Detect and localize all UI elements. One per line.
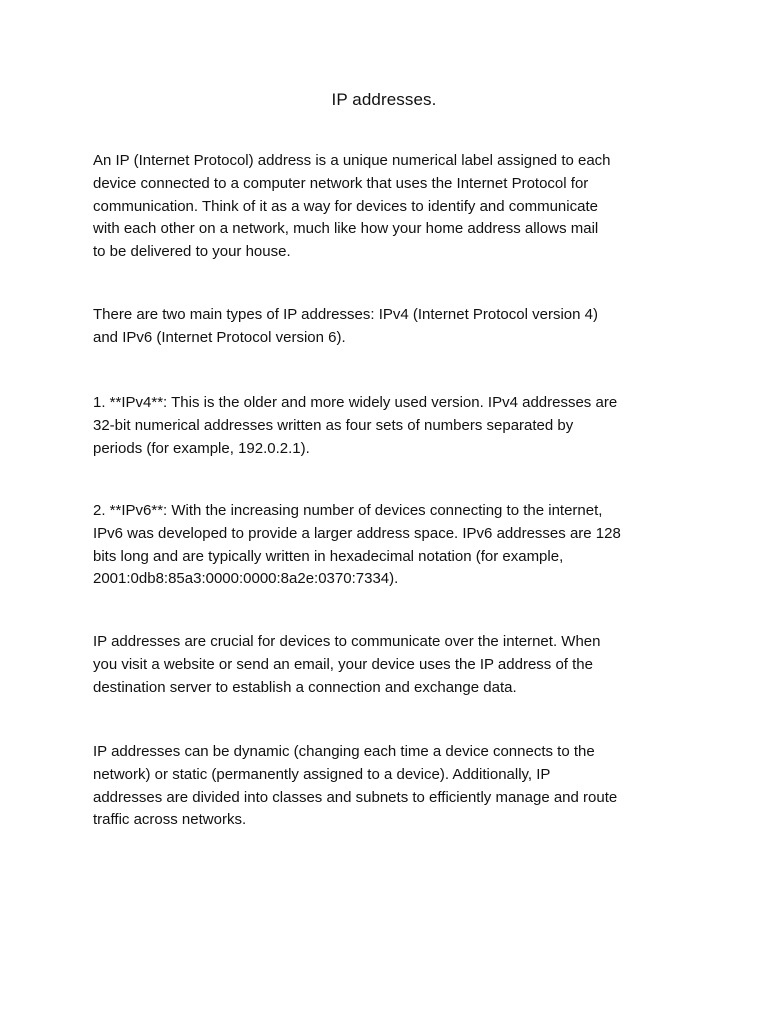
text-line: to be delivered to your house.: [93, 243, 291, 261]
paragraph-ip-importance: [93, 631, 683, 699]
text-line: device connected to a computer network that uses the Internet Protocol for: [93, 174, 589, 192]
document-title: IP addresses.: [331, 90, 437, 109]
text-line: 1. **IPv4**: This is the older and more widely used version. IPv4 addresses are: [93, 394, 618, 411]
text-line: bits long and are typically written in hexadecimal notation (for example,: [93, 547, 564, 565]
text-line: 32-bit numerical addresses written as four sets of numbers separated by: [93, 416, 574, 434]
text-line: destination server to establish a connection and exchange data.: [93, 678, 517, 696]
text-line: IPv6 was developed to provide a larger address space. IPv6 addresses are 128: [93, 524, 621, 542]
text-line: traffic across networks.: [93, 811, 247, 829]
paragraph-dynamic-static: [93, 741, 683, 832]
text-line: IP addresses can be dynamic (changing each time a device connects to the: [93, 743, 595, 760]
text-line: periods (for example, 192.0.2.1).: [93, 439, 310, 457]
text-line: IP addresses are crucial for devices to communicate over the internet. When: [93, 633, 601, 650]
text-line: network) or static (permanently assigned to a device). Additionally, IP: [93, 765, 551, 783]
text-line: There are two main types of IP addresses: IPv4 (Internet Protocol version 4): [93, 306, 598, 323]
text-line: you visit a website or send an email, your device uses the IP address of the: [93, 655, 593, 673]
text-line: and IPv6 (Internet Protocol version 6).: [93, 328, 346, 346]
paragraph-ip-definition: [93, 150, 683, 264]
paragraph-ipv4: [93, 392, 683, 460]
text-line: with each other on a network, much like how your home address allows mail: [93, 220, 599, 238]
text-line: 2. **IPv6**: With the increasing number of devices connecting to the internet,: [93, 502, 603, 519]
text-line: communication. Think of it as a way for devices to identify and communicate: [93, 197, 598, 215]
text-line: 2001:0db8:85a3:0000:0000:8a2e:0370:7334).: [93, 570, 399, 588]
text-line: An IP (Internet Protocol) address is a unique numerical label assigned to each: [93, 152, 611, 169]
paragraph-ipv6: [93, 500, 683, 591]
paragraph-ip-types: [93, 304, 683, 350]
text-line: addresses are divided into classes and subnets to efficiently manage and route: [93, 788, 618, 806]
